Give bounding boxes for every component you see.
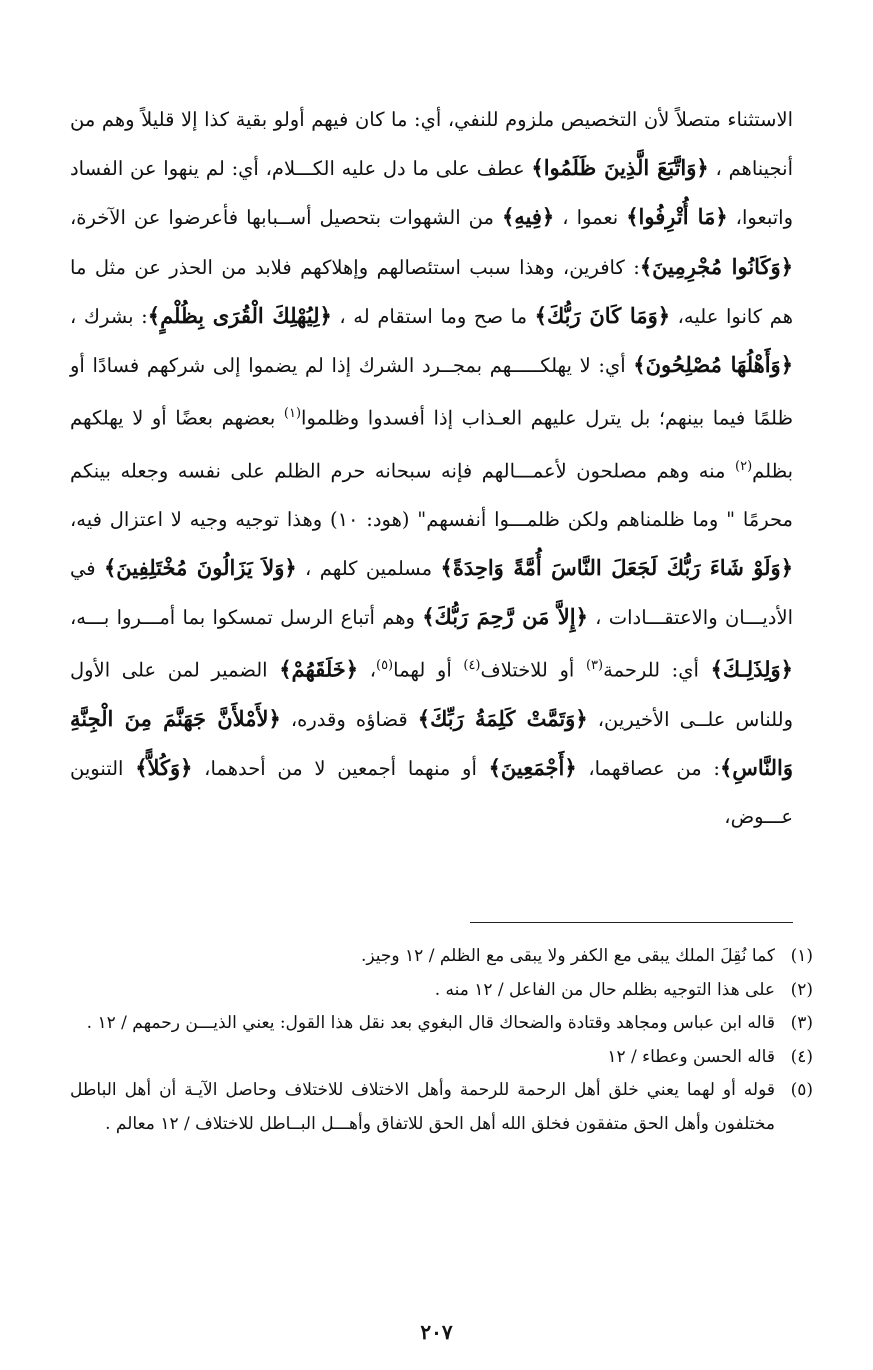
footnote-number: (٥) <box>790 1080 813 1100</box>
commentary-text: ما صح وما استقام له ، <box>331 304 535 328</box>
quran-verse: ﴿لأَمْلأَنَّ جَهَنَّمَ مِنَ الْجِنَّةِ وَالنَّاسِ﴾ <box>70 705 794 781</box>
commentary-text: الضمير لمن على الأول وللناس علــى الأخيرين، <box>70 658 793 731</box>
footnote-text: قاله ابن عباس ومجاهد وقتادة والضحاك قال البغوي بعد نقل هذا القول: يعني الذيـــن رحمهم / ١٢ . <box>86 1013 775 1033</box>
commentary-text: عطف على ما دل عليه الكـــلام، أي: لم ينهوا عن الفساد واتبعوا، <box>70 157 793 230</box>
quran-verse: ﴿وَأَهْلُهَا مُصْلِحُونَ﴾ <box>633 352 793 378</box>
footnote <box>70 940 813 974</box>
quran-verse: ﴿وَلَوْ شَاءَ رَبُّكَ لَجَعَلَ النَّاسَ أُمَّةً وَاحِدَةً﴾ <box>440 554 793 580</box>
commentary-text: مسلمين كلهم ، <box>296 556 441 580</box>
footnote-reference: (٢) <box>735 458 753 474</box>
footnote-reference: (٥) <box>375 658 394 674</box>
quran-verse: ﴿وَلاَ يَزَالُونَ مُخْتَلِفِينَ﴾ <box>103 554 297 580</box>
quran-verse: ﴿وَلِذَلِـكَ﴾ <box>710 656 793 682</box>
commentary-text: : من عصاقهما، <box>576 757 720 781</box>
footnote <box>70 974 813 1008</box>
commentary-text: أو لهما <box>393 658 464 682</box>
footnote-text: على هذا التوجيه بظلم حال من الفاعل / ١٢ منه . <box>434 979 775 1000</box>
footnote-number: (٣) <box>790 1013 813 1033</box>
quran-verse: ﴿وَتَمَّتْ كَلِمَةُ رَبِّكَ﴾ <box>417 705 588 731</box>
quran-verse: ﴿أَجْمَعِينَ﴾ <box>488 755 577 781</box>
footnote-number: (٤) <box>790 1046 813 1067</box>
commentary-text: في الأديـــان والاعتقـــادات ، <box>70 556 793 630</box>
footnote <box>70 1007 813 1041</box>
quran-verse: ﴿وَاتَّبَعَ الَّذِينَ ظَلَمُوا﴾ <box>531 155 709 181</box>
quran-verse: ﴿وَكَانُوا مُجْرِمِينَ﴾ <box>639 253 794 279</box>
main-body-text <box>70 96 793 842</box>
commentary-text: وهم أتباع الرسل تمسكوا بما أمـــروا بـــه، <box>70 606 423 630</box>
commentary-text: الاستثناء متصلاً لأن التخصيص ملزوم للنفي، أي: ما كان فيهم أولو بقية كذا إلا قليلاً وهم من أنجيناهم ، <box>70 108 793 181</box>
footnote <box>70 1074 813 1141</box>
commentary-text: أو للاختلاف <box>480 658 586 682</box>
footnote-reference: (٤) <box>463 658 481 674</box>
commentary-text: : بشرك ، <box>70 304 148 328</box>
footnote-number: (٢) <box>790 979 813 1000</box>
footnote-number: (١) <box>790 946 813 966</box>
commentary-text: بعضهم بعضًا أو لا يهلكهم بظلم <box>70 406 793 483</box>
footnote-reference: (١) <box>283 406 302 422</box>
quran-verse: ﴿مَا أُتْرِفُوا﴾ <box>626 204 728 230</box>
commentary-text: من الشهوات بتحصيل أســبابها فأعرضوا عن الآخرة، <box>70 206 502 230</box>
footnote-text: قوله أو لهما يعني خلق أهل الرحمة للرحمة وأهل الاختلاف للاختلاف وحاصل الآيـة أن أهل الباطل مختلفون وأهل الحق متفقون فخلق الله أهل الحق للاتفاق وأهـــل البــاطل للاختلاف / ١٢ معالم . <box>70 1080 775 1134</box>
commentary-text: أي: لا يهلكـــــهم بمجــرد الشرك إذا لم يضموا إلى شركهم فسادًا أو ظلمًا فيما بينهم؛ بل يترل عليهم العـذاب إذا أفسدوا وظلموا <box>70 354 794 430</box>
footnotes-section <box>70 940 813 1141</box>
quran-verse: ﴿إِلاَّ مَن رَّحِمَ رَبُّكَ﴾ <box>422 604 588 630</box>
commentary-text: نعموا ، <box>554 206 627 230</box>
commentary-text: : كافرين، وهذا سبب استئصالهم وإهلاكهم فلابد من الحذر عن مثل ما هم كانوا عليه، <box>70 255 793 328</box>
quran-verse: ﴿لِيُهْلِكَ الْقُرَى بِظُلْمٍ﴾ <box>147 302 332 328</box>
quran-verse: ﴿فِيهِ﴾ <box>501 204 555 230</box>
commentary-text: أي: للرحمة <box>603 658 711 682</box>
commentary-text: قضاؤه وقدره، <box>280 707 418 731</box>
commentary-text: ، <box>358 658 376 682</box>
commentary-text: أو منهما أجمعين لا من أحدهما، <box>192 757 489 781</box>
commentary-text: التنوين عـــوض، <box>70 757 793 829</box>
footnote-text: كما نُقِلَ الملك يبقى مع الكفر ولا يبقى مع الظلم / ١٢ وجيز. <box>360 946 775 966</box>
quran-verse: ﴿وَمَا كَانَ رَبُّكَ﴾ <box>534 302 671 328</box>
quran-verse: ﴿وَكُلاًّ﴾ <box>135 755 193 781</box>
footnote-divider <box>470 922 793 923</box>
quran-verse: ﴿خَلَقَهُمْ﴾ <box>279 656 359 682</box>
footnote-text: قاله الحسن وعطاء / ١٢ <box>607 1046 775 1067</box>
footnote-reference: (٣) <box>585 658 604 674</box>
footnote <box>70 1041 813 1075</box>
page-number: ٢٠٧ <box>420 1320 453 1344</box>
commentary-text: منه وهم مصلحون لأعمـــالهم فإنه سبحانه حرم الظلم على نفسه وجعله بينكم محرمًا " وما ظلمناهم ولكن ظلمـــوا أنفسهم" (هود: ١٠) وهذا توجيه وجيه لا اعتزال فيه، <box>70 459 793 531</box>
